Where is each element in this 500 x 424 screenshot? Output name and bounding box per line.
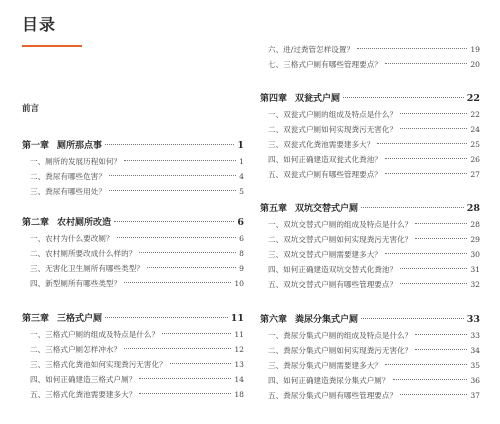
entry-page: 5 [239, 187, 244, 196]
entry-page: 19 [470, 45, 480, 54]
entry-page: 8 [239, 249, 244, 258]
toc-chapter-6 [260, 312, 480, 405]
chapter-title: 厕所那点事 [57, 141, 103, 151]
entry-page: 29 [470, 235, 480, 244]
entry-text: 三、双瓮式化粪池需要建多大？ [268, 140, 375, 149]
leader-dots [385, 63, 467, 64]
toc-entry[interactable] [260, 360, 480, 375]
chapter-page: 28 [466, 203, 480, 214]
leader-dots [170, 363, 232, 364]
entry-text: 二、双瓮式户厕如何实现粪污无害化？ [268, 125, 398, 134]
toc-entry[interactable] [260, 219, 480, 234]
toc-chapter-heading[interactable] [22, 138, 244, 151]
entry-text: 二、粪尿分集式户厕如何实现粪污无害化？ [268, 346, 413, 355]
chapter-page: 33 [466, 314, 480, 325]
entry-page: 32 [470, 280, 480, 289]
leader-dots [385, 253, 467, 254]
toc-entry[interactable] [22, 263, 244, 278]
entry-page: 37 [470, 391, 480, 400]
toc-chapter-heading[interactable] [260, 312, 480, 325]
entry-text: 三、三格式化粪池如何实现粪污无害化？ [30, 360, 167, 369]
leader-dots [415, 223, 467, 224]
toc-entry[interactable] [260, 234, 480, 249]
toc-entry[interactable] [22, 359, 244, 374]
toc-chapter-4 [260, 91, 480, 184]
leader-dots [343, 97, 464, 98]
toc-entry[interactable] [260, 375, 480, 390]
entry-text: 四、如何正确建造三格式户厕？ [30, 375, 137, 384]
entry-page: 31 [470, 265, 480, 274]
entry-page: 30 [470, 250, 480, 259]
toc-chapter-heading[interactable] [260, 201, 480, 214]
entry-text: 四、如何正确建造双瓮式化粪池？ [268, 155, 382, 164]
leader-dots [400, 113, 467, 114]
chapter-page: 22 [466, 93, 480, 104]
chapter-title: 粪尿分集式户厕 [295, 315, 359, 325]
entry-page: 28 [470, 220, 480, 229]
toc-entry[interactable] [22, 344, 244, 359]
toc-entry[interactable] [260, 264, 480, 279]
leader-dots [385, 364, 467, 365]
toc-entry[interactable] [260, 330, 480, 345]
leader-dots [361, 318, 464, 319]
leader-dots [109, 190, 236, 191]
leader-dots [393, 379, 468, 380]
entry-page: 13 [234, 360, 244, 369]
toc-entry[interactable] [22, 186, 244, 201]
entry-page: 1 [239, 157, 244, 166]
chapter-number: 第二章 [22, 218, 50, 228]
leader-dots [357, 48, 467, 49]
leader-dots [361, 207, 464, 208]
entry-page: 34 [470, 346, 480, 355]
toc-chapter-5 [260, 201, 480, 294]
toc-entry[interactable] [260, 249, 480, 264]
leader-dots [117, 237, 237, 238]
toc-chapter-3 [22, 311, 244, 404]
entry-page: 12 [234, 345, 244, 354]
toc-chapter-heading[interactable] [22, 215, 244, 228]
leader-dots [400, 394, 467, 395]
entry-text: 三、粪尿有哪些用处？ [30, 187, 106, 196]
chapter-number: 第一章 [22, 141, 50, 151]
entry-text: 五、双瓮式户厕有哪些管理要点？ [268, 170, 382, 179]
entry-page: 27 [470, 170, 480, 179]
toc-entry[interactable] [22, 389, 244, 404]
toc-right-column [260, 0, 480, 424]
leader-dots [139, 393, 231, 394]
leader-dots [114, 221, 234, 222]
entry-text: 二、粪尿有哪些危害？ [30, 172, 106, 181]
entry-text: 四、如何正确建造粪尿分集式户厕？ [268, 376, 390, 385]
entry-page: 14 [234, 375, 244, 384]
toc-chapter-1 [22, 138, 244, 201]
leader-dots [377, 143, 467, 144]
leader-dots [400, 268, 467, 269]
entry-page: 18 [234, 390, 244, 399]
entry-text: 三、粪尿分集式户厕需要建多大？ [268, 361, 382, 370]
leader-dots [124, 282, 231, 283]
toc-preface[interactable]: 前言 [22, 104, 40, 114]
entry-text: 五、粪尿分集式户厕有哪些管理要点？ [268, 391, 398, 400]
toc-entry[interactable] [260, 59, 480, 74]
toc-entry[interactable] [260, 139, 480, 154]
chapter-title: 双瓮式户厕 [295, 94, 341, 104]
chapter-page: 11 [230, 313, 244, 324]
entry-page: 6 [239, 234, 244, 243]
toc-chapter-heading[interactable] [22, 311, 244, 324]
entry-page: 26 [470, 155, 480, 164]
leader-dots [400, 283, 467, 284]
toc-entry[interactable] [260, 390, 480, 405]
leader-dots [162, 333, 231, 334]
toc-entry[interactable] [22, 374, 244, 389]
toc-entry[interactable] [260, 169, 480, 184]
entry-text: 五、双坑交替式户厕有哪些管理要点？ [268, 280, 398, 289]
toc-entry[interactable] [22, 248, 244, 263]
toc-entry[interactable] [260, 44, 480, 59]
entry-page: 11 [234, 330, 244, 339]
toc-entry[interactable] [22, 278, 244, 293]
chapter-page: 6 [237, 217, 244, 228]
leader-dots [385, 158, 467, 159]
toc-entry[interactable] [260, 279, 480, 294]
leader-dots [400, 128, 467, 129]
toc-left-column [22, 0, 244, 424]
page-title: 目录 [22, 15, 57, 34]
toc-entry[interactable] [260, 154, 480, 169]
entry-text: 一、厕所的发展历程如何？ [30, 157, 122, 166]
toc-entry[interactable] [260, 345, 480, 360]
entry-page: 35 [470, 361, 480, 370]
leader-dots [124, 160, 236, 161]
entry-page: 4 [239, 172, 244, 181]
toc-chapter-2 [22, 215, 244, 293]
entry-page: 25 [470, 140, 480, 149]
entry-text: 四、如何正确建造双坑交替式化粪池？ [268, 265, 398, 274]
leader-dots [385, 173, 467, 174]
leader-dots [124, 348, 231, 349]
entry-page: 24 [470, 125, 480, 134]
chapter-number: 第六章 [260, 315, 288, 325]
entry-text: 一、双瓮式户厕的组成及特点是什么？ [268, 110, 398, 119]
entry-text: 一、粪尿分集式户厕的组成及特点是什么？ [268, 331, 413, 340]
chapter-title: 农村厕所改造 [57, 218, 112, 228]
leader-dots [415, 334, 467, 335]
entry-text: 一、农村为什么要改厕？ [30, 234, 114, 243]
entry-text: 五、三格式化粪池需要建多大？ [30, 390, 137, 399]
entry-text: 七、三格式户厕有哪些管理要点？ [268, 60, 382, 69]
chapter-title: 双坑交替式户厕 [295, 204, 359, 214]
leader-dots [415, 238, 467, 239]
entry-text: 二、农村厕所要改成什么样的？ [30, 249, 137, 258]
entry-text: 三、无害化卫生厕所有哪些类型？ [30, 264, 144, 273]
entry-text: 四、新型厕所有哪些类型？ [30, 279, 122, 288]
entry-page: 33 [470, 331, 480, 340]
entry-text: 二、双坑交替式户厕如何实现粪污无害化？ [268, 235, 413, 244]
leader-dots [105, 317, 228, 318]
entry-page: 36 [470, 376, 480, 385]
entry-page: 10 [234, 279, 244, 288]
entry-text: 一、双坑交替式户厕的组成及特点是什么？ [268, 220, 413, 229]
toc-entry[interactable] [22, 329, 244, 344]
toc-entry[interactable] [260, 124, 480, 139]
leader-dots [139, 378, 231, 379]
chapter-number: 第四章 [260, 94, 288, 104]
toc-entry[interactable] [260, 109, 480, 124]
leader-dots [105, 144, 234, 145]
toc-entry[interactable] [22, 171, 244, 186]
leader-dots [109, 175, 236, 176]
entry-text: 三、双坑交替式户厕需要建多大？ [268, 250, 382, 259]
chapter-number: 第五章 [260, 204, 288, 214]
entry-page: 20 [470, 60, 480, 69]
leader-dots [139, 252, 236, 253]
entry-text: 一、三格式户厕的组成及特点是什么？ [30, 330, 160, 339]
entry-text: 六、进/过粪管怎样设置？ [268, 45, 355, 54]
entry-text: 二、三格式户厕怎样冲水？ [30, 345, 122, 354]
toc-chapter-heading[interactable] [260, 91, 480, 104]
leader-dots [147, 267, 236, 268]
chapter-number: 第三章 [22, 314, 50, 324]
toc-entry[interactable] [22, 156, 244, 171]
leader-dots [415, 349, 467, 350]
chapter-page: 1 [237, 140, 244, 151]
toc-entry[interactable] [22, 233, 244, 248]
entry-page: 9 [239, 264, 244, 273]
toc-chapter-3-continued [260, 44, 480, 74]
chapter-title: 三格式户厕 [57, 314, 103, 324]
entry-page: 22 [470, 110, 480, 119]
